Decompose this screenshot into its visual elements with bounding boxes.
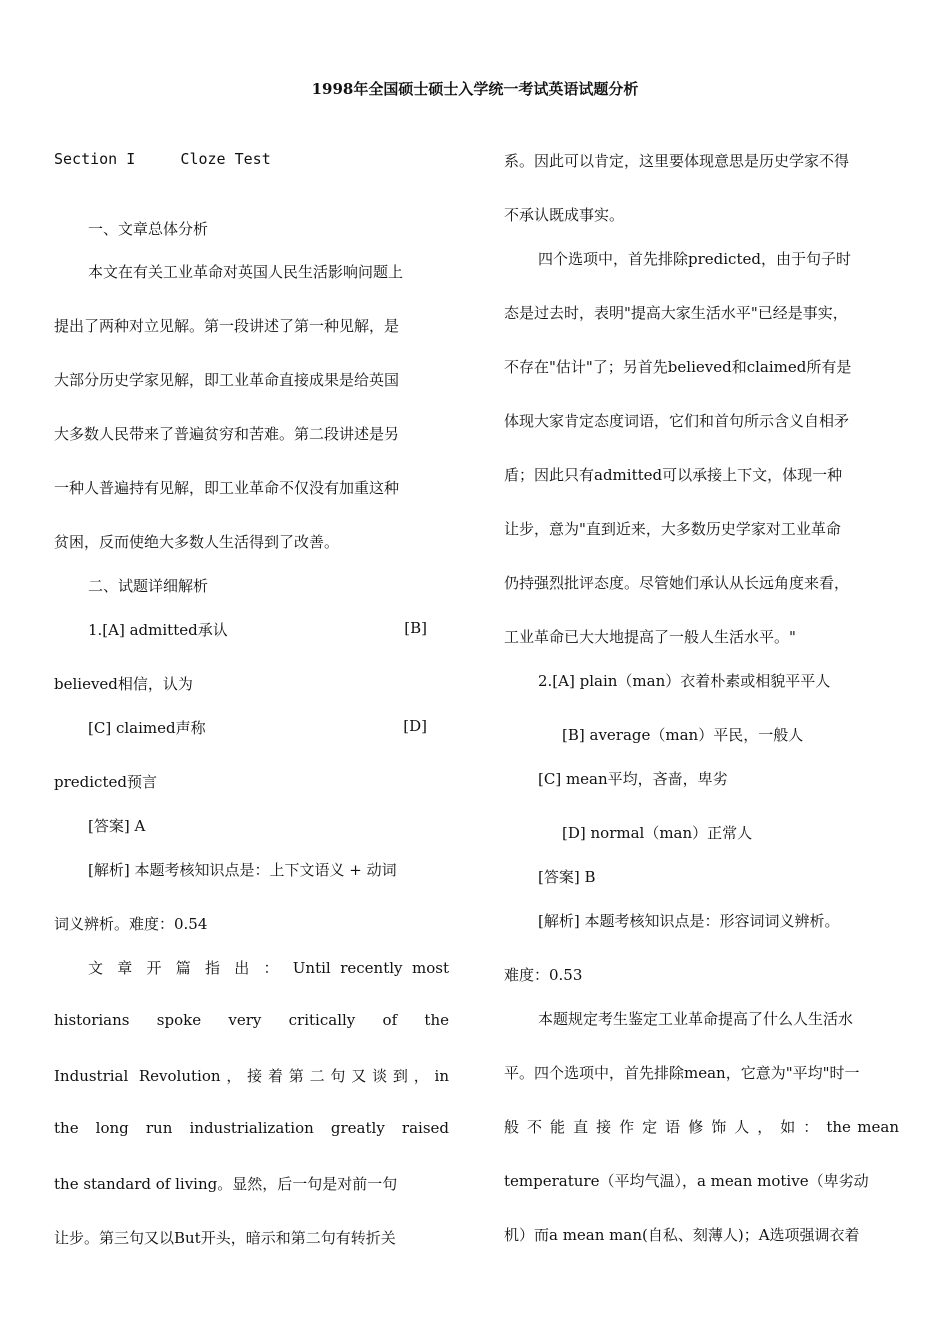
paragraph-line: 一种人普遍持有见解，即工业革命不仅没有加重这种 (54, 479, 400, 497)
paragraph-line: 让步，意为"直到近来，大多数历史学家对工业革命 (504, 520, 841, 538)
paragraph-line: 态是过去时，表明"提高大家生活水平"已经是事实， (504, 304, 848, 322)
paragraph-line: 贫困，反而使绝大多数人生活得到了改善。 (54, 533, 340, 551)
q2-option-d: [D] normal（man）正常人 (562, 824, 753, 842)
q1-options-row-2 (54, 717, 449, 738)
paragraph-line: the long run industrialization greatly raised (54, 1119, 449, 1137)
section-heading: Section I Cloze Test (54, 150, 271, 168)
q2-option-a: 2.[A] plain（man）衣着朴素或相貌平平人 (538, 672, 831, 690)
left-column (54, 0, 449, 1344)
q1-analysis-line: [解析] 本题考核知识点是：上下文语义 + 动词 (88, 861, 397, 879)
q2-analysis-line: 难度：0.53 (504, 966, 583, 984)
paragraph-line: historians spoke very critically of the (54, 1011, 449, 1029)
paragraph-line: 文 章 开 篇 指 出 ： Until recently most (88, 959, 449, 977)
heading-detailed-analysis: 二、试题详细解析 (88, 577, 209, 595)
paragraph-line: 平。四个选项中，首先排除mean，它意为"平均"时一 (504, 1064, 860, 1082)
q1-option-b: believed相信，认为 (54, 675, 193, 693)
paragraph-line: 让步。第三句又以But开头，暗示和第二句有转折关 (54, 1229, 396, 1247)
heading-overall-analysis: 一、文章总体分析 (88, 220, 209, 238)
paragraph-line: Industrial Revolution，接着第二句又谈到，in (54, 1067, 449, 1085)
paragraph-line: temperature（平均气温），a mean motive（卑劣动 (504, 1172, 869, 1190)
q1-option-b-marker: [B] (404, 619, 427, 637)
q2-answer: [答案] B (538, 868, 596, 886)
q1-option-d-marker: [D] (403, 717, 427, 735)
q2-option-b: [B] average（man）平民，一般人 (562, 726, 804, 744)
right-column (504, 0, 899, 1344)
paragraph-line: 提出了两种对立见解。第一段讲述了第一种见解，是 (54, 317, 400, 335)
q2-option-c: [C] mean平均，吝啬，卑劣 (538, 770, 728, 788)
document-title: 1998年全国硕士硕士入学统一考试英语试题分析 (311, 80, 639, 98)
paragraph-line: 本题规定考生鉴定工业革命提高了什么人生活水 (538, 1010, 854, 1028)
paragraph-line: 不存在"估计"了；另首先believed和claimed所有是 (504, 358, 852, 376)
q2-analysis-line: [解析] 本题考核知识点是：形容词词义辨析。 (538, 912, 840, 930)
paragraph-line: 四个选项中，首先排除predicted，由于句子时 (538, 250, 851, 268)
q1-option-c: [C] claimed声称 (88, 719, 206, 737)
paragraph-line: 般 不 能 直 接 作 定 语 修 饰 人 ， 如 ： the mean (504, 1118, 899, 1136)
paragraph-line: 盾；因此只有admitted可以承接上下文，体现一种 (504, 466, 843, 484)
q1-options-row-1 (54, 619, 449, 640)
paragraph-line: 系。因此可以肯定，这里要体现意思是历史学家不得 (504, 152, 850, 170)
q1-option-d: predicted预言 (54, 773, 157, 791)
paragraph-line: 大多数人民带来了普遍贫穷和苦难。第二段讲述是另 (54, 425, 400, 443)
paragraph-line: 不承认既成事实。 (504, 206, 625, 224)
paragraph-line: the standard of living。显然，后一句是对前一句 (54, 1175, 398, 1193)
paragraph-line: 本文在有关工业革命对英国人民生活影响问题上 (88, 263, 404, 281)
paragraph-line: 体现大家肯定态度词语，它们和首句所示含义自相矛 (504, 412, 850, 430)
paragraph-line: 仍持强烈批评态度。尽管她们承认从长远角度来看， (504, 574, 850, 592)
paragraph-line: 大部分历史学家见解，即工业革命直接成果是给英国 (54, 371, 400, 389)
paragraph-line: 工业革命已大大地提高了一般人生活水平。" (504, 628, 796, 646)
q1-analysis-line: 词义辨析。难度：0.54 (54, 915, 208, 933)
paragraph-line: 机）而a mean man(自私、刻薄人)；A选项强调衣着 (504, 1226, 860, 1244)
q1-option-a: 1.[A] admitted承认 (88, 621, 228, 639)
q1-answer: [答案] A (88, 817, 146, 835)
